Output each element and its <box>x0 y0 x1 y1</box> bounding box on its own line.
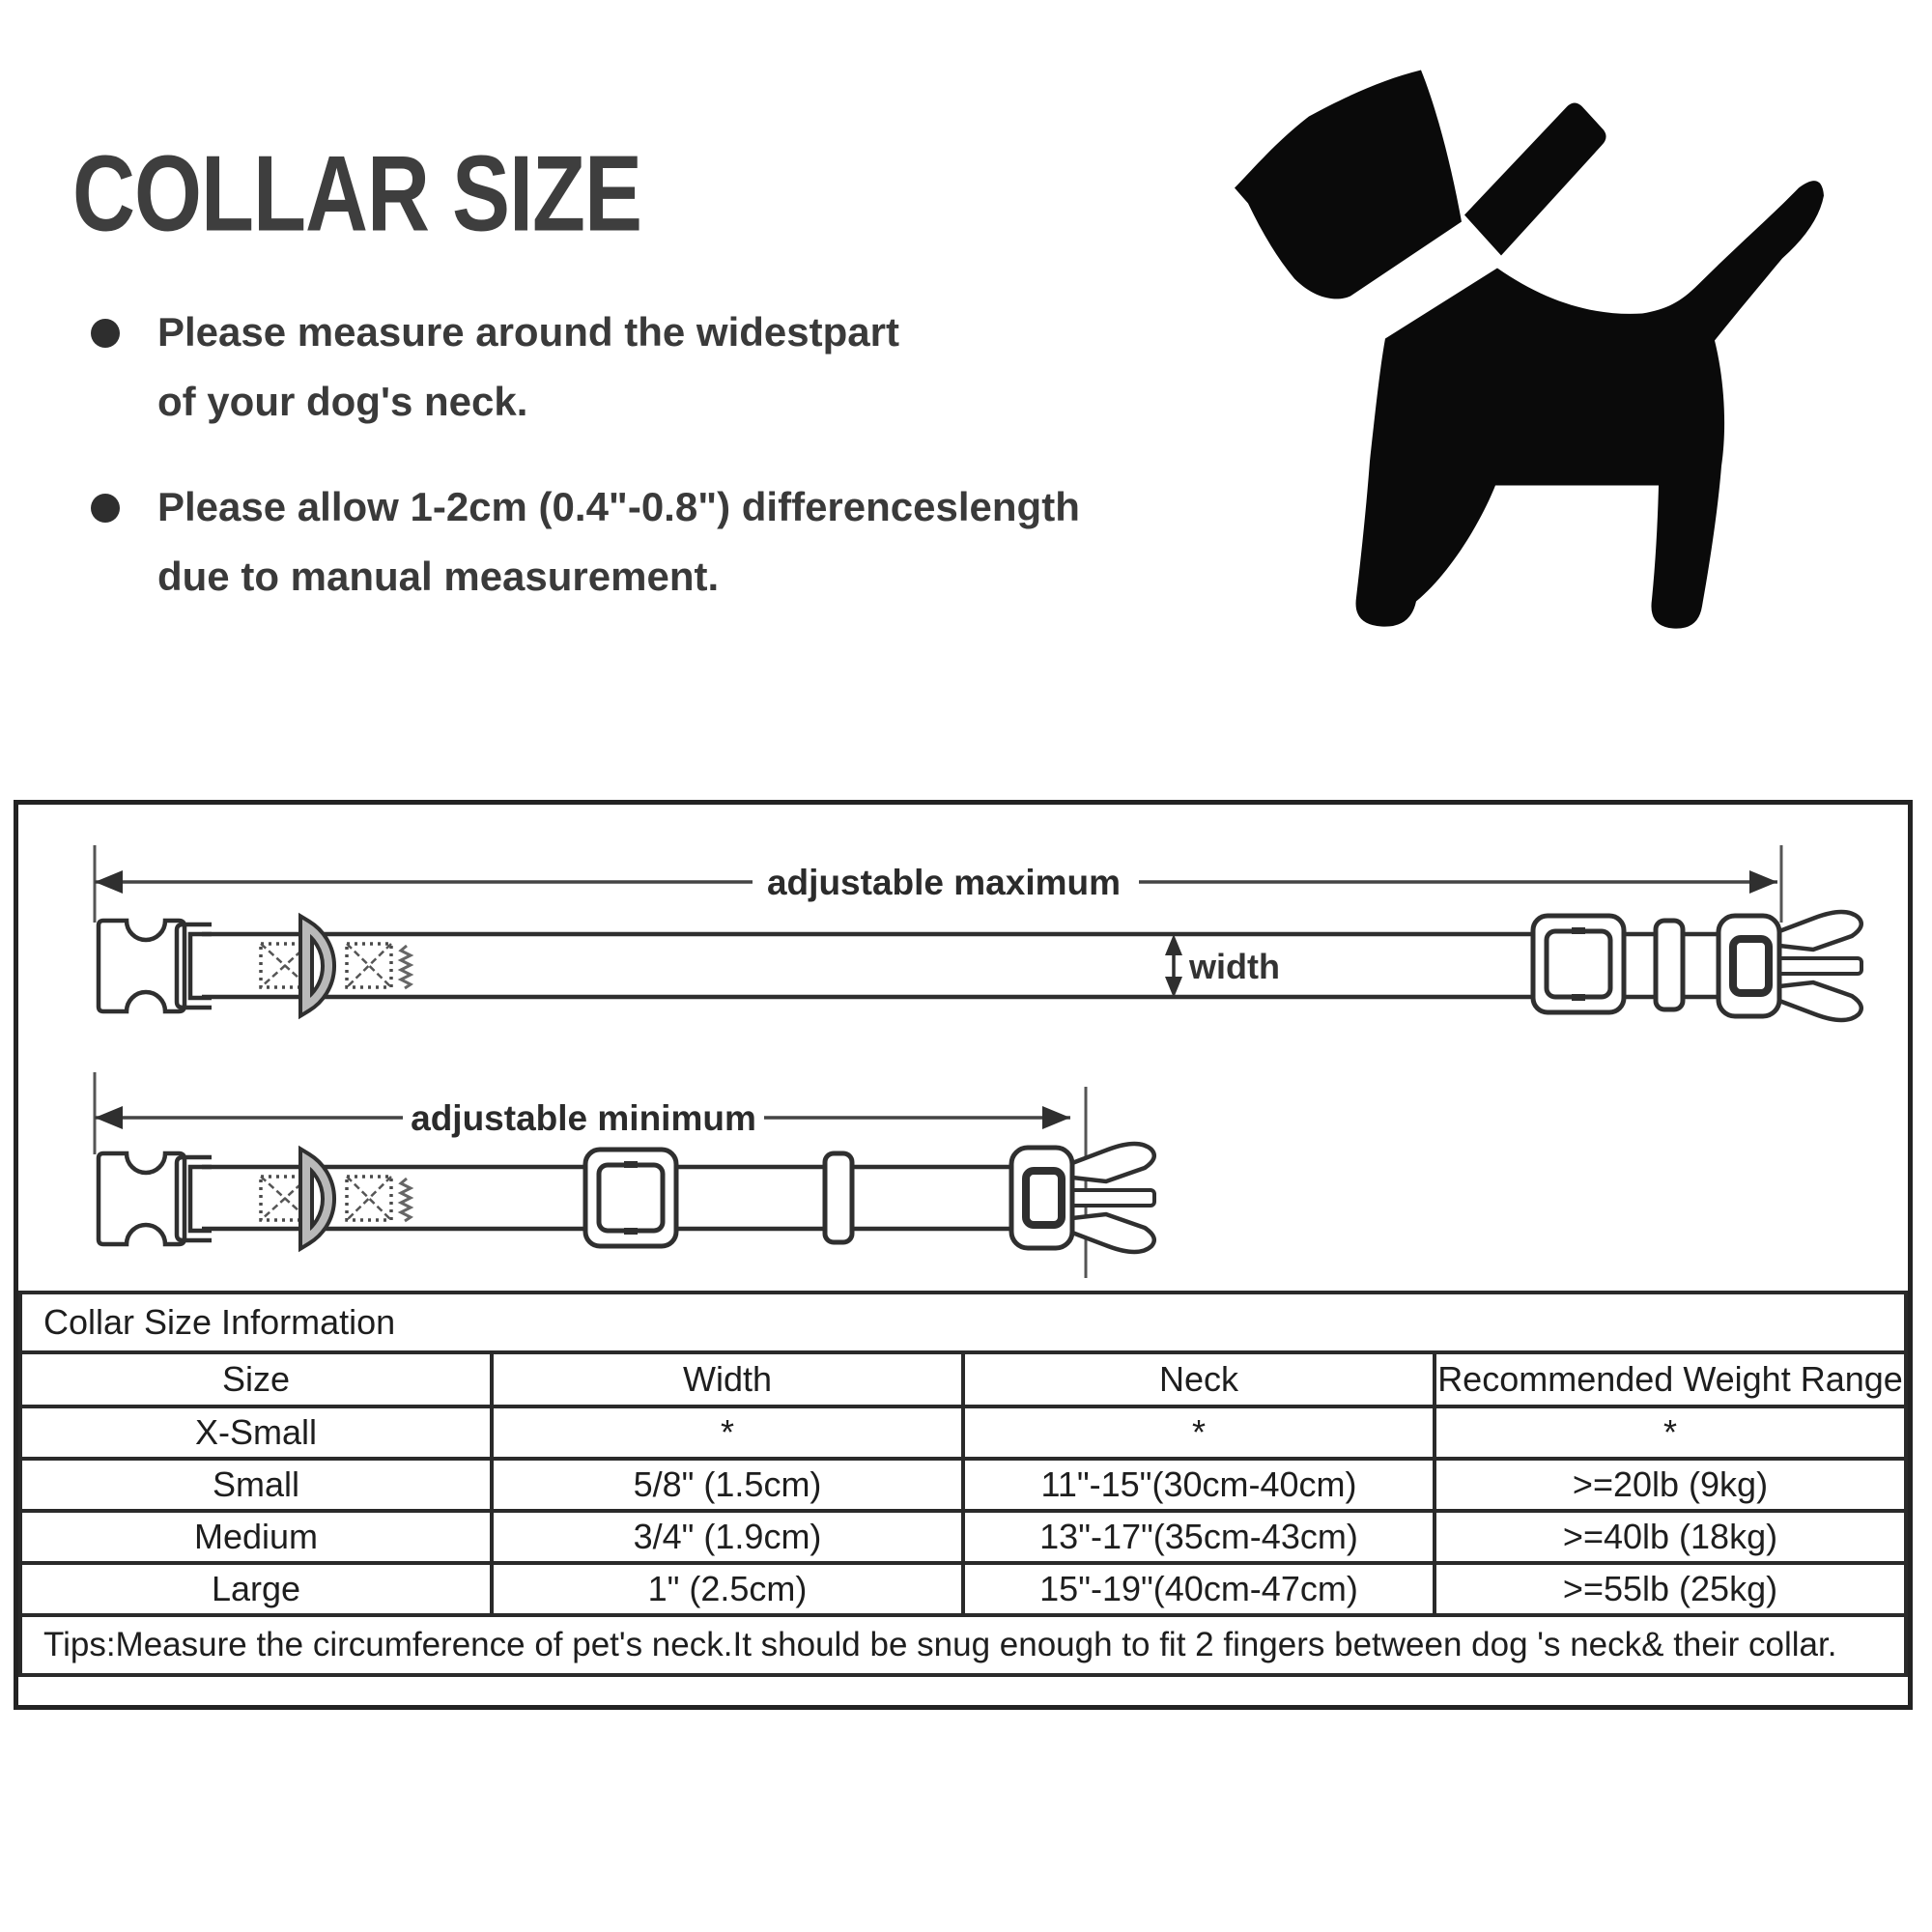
cell-size: X-Small <box>20 1406 492 1459</box>
male-buckle <box>1719 912 1861 1020</box>
table-row <box>20 1459 1906 1511</box>
bullet-2-line-1: Please allow 1-2cm (0.4"-0.8") differenceslength <box>157 484 1080 529</box>
bullet-dot-icon <box>91 494 120 523</box>
cell-width: * <box>492 1406 963 1459</box>
table-tips-row <box>20 1615 1906 1675</box>
cell-size: Medium <box>20 1511 492 1563</box>
table-section-row <box>20 1293 1906 1352</box>
cell-neck: 11"-15"(30cm-40cm) <box>963 1459 1435 1511</box>
bullet-2 <box>157 472 1080 611</box>
cell-size: Large <box>20 1563 492 1615</box>
male-buckle <box>1011 1144 1154 1252</box>
cell-neck: 13"-17"(35cm-43cm) <box>963 1511 1435 1563</box>
cell-neck: * <box>963 1406 1435 1459</box>
table-row <box>20 1406 1906 1459</box>
bullet-1 <box>157 298 899 437</box>
arrow-head-icon <box>95 1106 123 1129</box>
cell-neck: 15"-19"(40cm-47cm) <box>963 1563 1435 1615</box>
table-section-title: Collar Size Information <box>20 1293 1906 1352</box>
tri-glide-slider <box>585 1150 676 1246</box>
cell-weight: * <box>1435 1406 1906 1459</box>
cell-weight: >=40lb (18kg) <box>1435 1511 1906 1563</box>
cell-width: 3/4" (1.9cm) <box>492 1511 963 1563</box>
bullet-dot-icon <box>91 319 120 348</box>
cell-width: 5/8" (1.5cm) <box>492 1459 963 1511</box>
arrow-head-icon <box>1749 870 1777 894</box>
arrow-head-icon <box>1165 934 1182 955</box>
bullet-1-line-1: Please measure around the widestpart <box>157 309 899 355</box>
tri-glide-slider <box>1533 916 1624 1012</box>
page-title: COLLAR SIZE <box>72 134 641 255</box>
dog-silhouette-icon <box>1227 58 1831 642</box>
arrow-head-icon <box>1042 1106 1070 1129</box>
collar-diagram <box>18 805 1908 1291</box>
col-header-neck: Neck <box>963 1352 1435 1406</box>
bullet-2-line-2: due to manual measurement. <box>157 554 720 599</box>
arrow-head-icon <box>95 870 123 894</box>
bullet-1-line-2: of your dog's neck. <box>157 379 528 424</box>
cell-width: 1" (2.5cm) <box>492 1563 963 1615</box>
cell-weight: >=55lb (25kg) <box>1435 1563 1906 1615</box>
width-label: width <box>1189 947 1280 986</box>
col-header-size: Size <box>20 1352 492 1406</box>
adjustable-minimum-label: adjustable minimum <box>411 1098 756 1138</box>
size-info-panel <box>14 800 1913 1710</box>
adjustable-maximum-label: adjustable maximum <box>766 863 1122 902</box>
table-row <box>20 1563 1906 1615</box>
tips-text: Tips:Measure the circumference of pet's neck.It should be snug enough to fit 2 fingers between dog 's neck& their collar. <box>20 1615 1906 1675</box>
keeper-loop <box>1656 921 1683 1009</box>
table-row <box>20 1511 1906 1563</box>
table-header-row <box>20 1352 1906 1406</box>
arrow-head-icon <box>1165 977 1182 998</box>
col-header-width: Width <box>492 1352 963 1406</box>
cell-size: Small <box>20 1459 492 1511</box>
col-header-weight: Recommended Weight Range <box>1435 1352 1906 1406</box>
collar-size-table <box>18 1291 1908 1677</box>
keeper-loop <box>825 1153 852 1242</box>
cell-weight: >=20lb (9kg) <box>1435 1459 1906 1511</box>
